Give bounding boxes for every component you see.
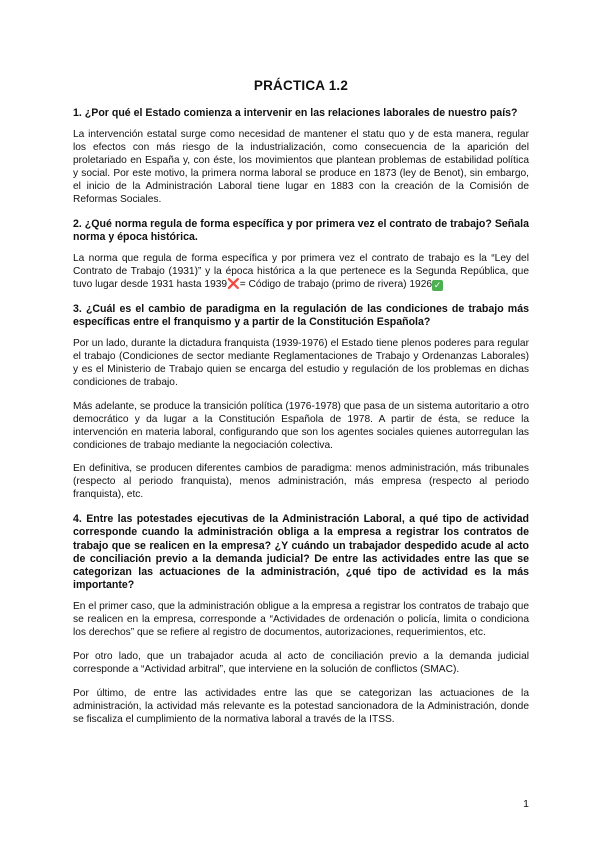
answer-4-paragraph-1: En el primer caso, que la administración obligue a la empresa a registrar los contratos de trabajo que se realicen en la empresa, corresponde a “Actividades de ordenación o policía, limita o condiciona los derechos” que se refiere al registro de documentos, autorizaciones, requerimientos, etc. [73, 601, 529, 639]
answer-3-paragraph-2: Más adelante, se produce la transición política (1976-1978) que pasa de un sistema autoritario a otro democrático y da lugar a la Constitución Española de 1978. A partir de ésta, se reduce la intervención en materia laboral, configurando que son los agentes sociales quienes autorregulan las condiciones de trabajo mediante la negociación colectiva. [73, 400, 529, 451]
question-1: 1. ¿Por qué el Estado comienza a intervenir en las relaciones laborales de nuestro país? [73, 107, 518, 119]
answer-3-paragraph-1: Por un lado, durante la dictadura franquista (1939-1976) el Estado tiene plenos poderes para regular el trabajo (Condiciones de sector mediante Reglamentaciones de Trabajo y Ordenanzas Laborales) y es el Ministerio de Trabajo quien se encarga del estudio y regulación de los problemas en dichas condiciones de trabajo. [73, 338, 529, 388]
cross-mark-icon: ❌ [227, 278, 240, 290]
answer-1-paragraph-1: La intervención estatal surge como necesidad de mantener el statu quo y de esta manera, regular los efectos con más riesgo de la industrialización, como consecuencia de la aparición del proletariado en España y, con éste, los movimientos que plantean problemas de estabilidad política y social. Por este motivo, la primera norma laboral se produce en 1873 (ley de Benot), sin embargo, el inicio de la Administración Laboral tiene lugar en 1883 con la creación de la Comisión de Reformas Sociales. [73, 129, 529, 205]
check-mark-icon: ✓ [433, 279, 442, 290]
document-page [73, 78, 529, 738]
answer-3-paragraph-3: En definitiva, se producen diferentes cambios de paradigma: menos administración, más tribunales (respecto al periodo franquista), menos administración, más empresa (respecto al periodo franquista), etc. [73, 463, 529, 501]
answer-4-paragraph-3: Por último, de entre las actividades entre las que se categorizan las actuaciones de la administración, la actividad más relevante es la potestad sancionadora de la Administración, donde se fiscaliza el cumplimiento de la normativa laboral a través de la ITSS. [73, 687, 529, 725]
page-number: 1 [523, 798, 529, 810]
question-4: 4. Entre las potestades ejecutivas de la Administración Laboral, a qué tipo de actividad corresponde cuando la administración obliga a la empresa a registrar los contratos de trabajo que se realicen en la empresa? ¿Y cuándo un trabajador despedido acude al acto de conciliación previo a la demanda judicial? De entre las actividades entre las que se categorizan las actuaciones de la administración, ¿qué tipo de actividad es la más importante? [73, 513, 529, 592]
page-title: PRÁCTICA 1.2 [253, 78, 349, 93]
answer-2-main-text: La norma que regula de forma específica y por primera vez el contrato de trabajo es la “Ley del Contrato de Trabajo (1931)” y la época histórica a la que pertenece es la Segunda República, que tuvo lugar desde 1931 hasta 1939 [73, 253, 529, 290]
answer-2-paragraph [73, 253, 529, 292]
answer-2-correction-text: = Código de trabajo (primo de rivera) 1926 [239, 278, 433, 290]
answer-4-paragraph-2: Por otro lado, que un trabajador acuda al acto de conciliación previo a la demanda judicial corresponde a “Actividad arbitral”, que interviene en la solución de conflictos (SMAC). [73, 651, 529, 675]
question-3: 3. ¿Cuál es el cambio de paradigma en la regulación de las condiciones de trabajo más específicas entre el franquismo y a partir de la Constitución Española? [73, 302, 529, 328]
question-2: 2. ¿Qué norma regula de forma específica y por primera vez el contrato de trabajo? Señala norma y época histórica. [73, 217, 529, 243]
